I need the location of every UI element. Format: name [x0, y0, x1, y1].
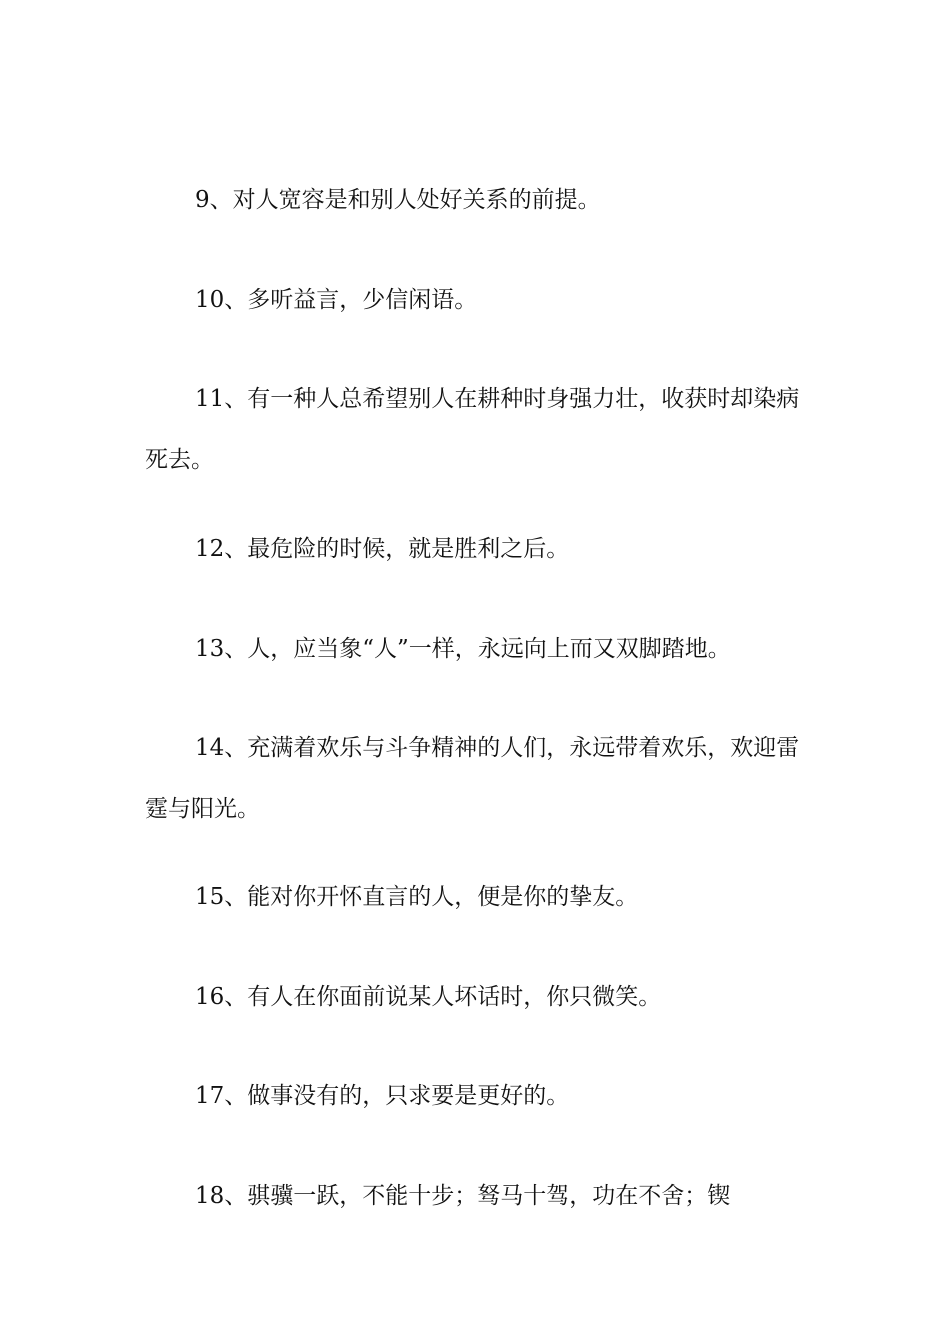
quote-paragraph-13: 13、人，应当象“人”一样，永远向上而又双脚踏地。 [195, 636, 731, 662]
quote-paragraph-14: 14、充满着欢乐与斗争精神的人们，永远带着欢乐，欢迎雷霆与阳光。 [145, 735, 800, 822]
quote-paragraph-12: 12、最危险的时候，就是胜利之后。 [195, 536, 570, 562]
quote-paragraph-17: 17、做事没有的，只求要是更好的。 [195, 1083, 570, 1109]
quote-paragraph-11: 11、有一种人总希望别人在耕种时身强力壮，收获时却染病死去。 [145, 386, 800, 473]
quote-paragraph-15: 15、能对你开怀直言的人，便是你的挚友。 [195, 884, 639, 910]
quote-paragraph-16: 16、有人在你面前说某人坏话时，你只微笑。 [195, 984, 662, 1010]
quote-paragraph-9: 9、对人宽容是和别人处好关系的前提。 [195, 187, 601, 213]
quote-paragraph-10: 10、多听益言，少信闲语。 [195, 287, 478, 313]
quote-paragraph-18: 18、骐骥一跃，不能十步；驽马十驾，功在不舍；锲 [195, 1183, 731, 1209]
